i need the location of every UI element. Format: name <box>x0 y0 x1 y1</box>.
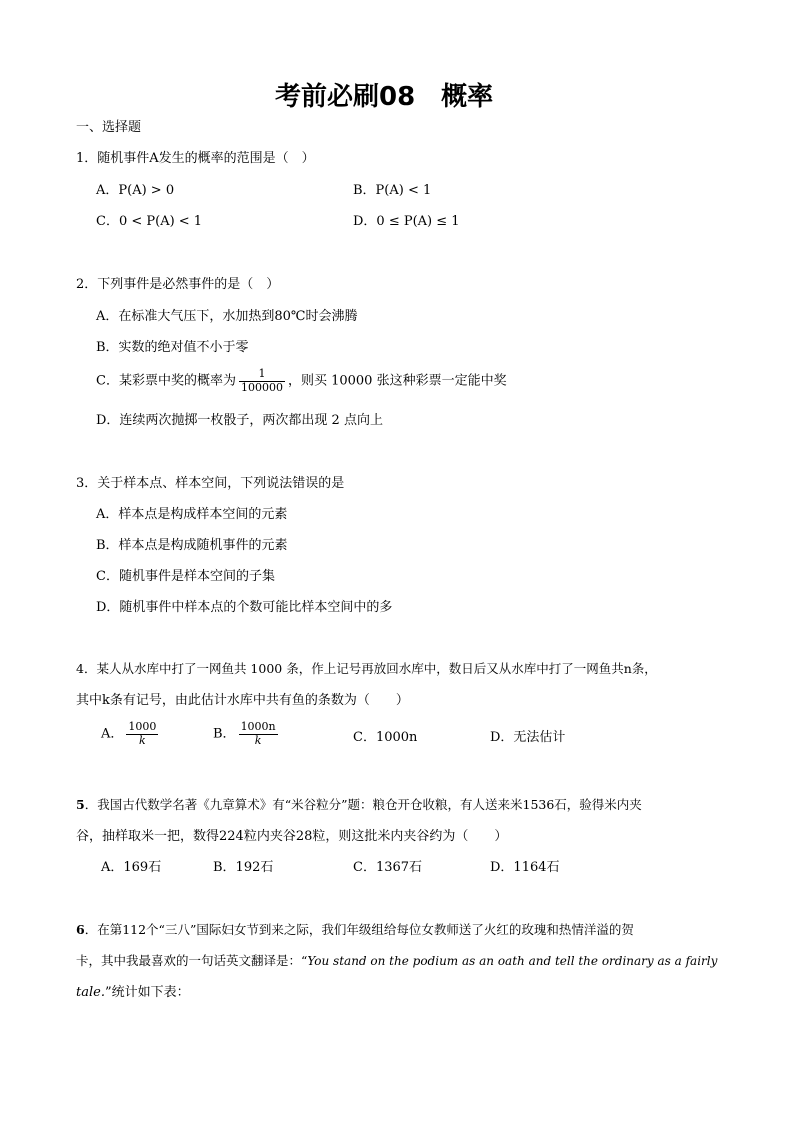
question-5-option-c: C．1367石 <box>353 860 423 875</box>
question-3-option-c: C．随机事件是样本空间的子集 <box>96 569 275 584</box>
question-5-line-1 <box>76 799 642 812</box>
question-6-line-1 <box>76 924 634 937</box>
fraction-numerator: 1000n <box>240 720 276 733</box>
fraction-numerator: 1 <box>258 367 266 380</box>
fraction-denominator: k <box>254 733 262 747</box>
question-5-text: ．我国古代数学名著《九章算术》有“米谷粒分”题：粮仓开仓收粮，有人送来米1536石，验得米内夹 <box>84 797 642 812</box>
question-2-option-b: B．实数的绝对值不小于零 <box>96 340 249 355</box>
english-quote-end: tale. <box>76 985 105 1000</box>
question-number: 5 <box>76 797 85 812</box>
question-1-option-d: D．0 ≤ P(A) ≤ 1 <box>353 214 460 229</box>
question-1-option-b: B．P(A) < 1 <box>353 183 432 198</box>
fraction <box>239 721 278 747</box>
question-5-option-b: B．192石 <box>213 860 274 875</box>
option-label: B． <box>213 726 236 742</box>
question-3-stem: 3．关于样本点、样本空间，下列说法错误的是 <box>76 476 345 491</box>
fraction <box>239 368 285 394</box>
question-2-option-c-suffix: ，则买 10000 张这种彩票一定能中奖 <box>287 373 507 389</box>
question-5-option-a: A．169石 <box>101 860 162 875</box>
question-2-option-c-prefix: C．某彩票中奖的概率为 <box>96 373 236 389</box>
question-2-option-c <box>96 368 507 394</box>
question-4-option-c: C．1000n <box>353 730 418 745</box>
question-4-option-a <box>101 721 161 747</box>
english-quote: You stand on the podium as an oath and tell the ordinary as a fairly <box>307 954 718 968</box>
fraction <box>126 721 158 747</box>
fraction-numerator: 1000 <box>128 720 157 733</box>
fraction-denominator: k <box>139 733 146 747</box>
option-label: A． <box>101 726 124 742</box>
question-4-option-d: D．无法估计 <box>490 730 566 745</box>
question-6-line-3 <box>76 986 190 999</box>
question-2-option-d: D．连续两次抛掷一枚骰子，两次都出现 2 点向上 <box>96 413 383 428</box>
question-4-line-1: 4．某人从水库中打了一网鱼共 1000 条，作上记号再放回水库中，数日后又从水库中打了一网鱼共n条， <box>76 661 657 676</box>
question-number: 6 <box>76 922 85 937</box>
question-6-line-3-suffix: ”统计如下表： <box>104 985 190 1000</box>
question-6-line-2 <box>76 955 717 968</box>
question-6-text: ．在第112个“三八”国际妇女节到来之际，我们年级组给每位女教师送了火红的玫瑰和热情洋溢的贺 <box>84 922 634 937</box>
question-5-option-d: D．1164石 <box>490 860 560 875</box>
question-4-option-b <box>213 721 281 747</box>
question-6-line-2-prefix: 卡，其中我最喜欢的一句话英文翻译是：“ <box>76 953 308 968</box>
question-4-line-2: 其中k条有记号，由此估计水库中共有鱼的条数为（ ） <box>76 693 409 708</box>
question-3-option-a: A．样本点是构成样本空间的元素 <box>96 507 288 522</box>
page-title: 考前必刷08 概率 <box>275 82 494 112</box>
question-1-stem: 1．随机事件A发生的概率的范围是（ ） <box>76 151 315 166</box>
question-5-line-2: 谷，抽样取米一把，数得224粒内夹谷28粒，则这批米内夹谷约为（ ） <box>76 829 508 844</box>
fraction-denominator: 100000 <box>240 380 283 394</box>
question-1-option-c: C．0 < P(A) < 1 <box>96 214 203 229</box>
question-3-option-b: B．样本点是构成随机事件的元素 <box>96 538 288 553</box>
section-heading: 一、选择题 <box>76 120 142 135</box>
question-1-option-a: A．P(A) > 0 <box>96 183 175 198</box>
question-2-option-a: A．在标准大气压下，水加热到80℃时会沸腾 <box>96 309 358 324</box>
question-2-stem: 2．下列事件是必然事件的是（ ） <box>76 277 280 292</box>
question-3-option-d: D．随机事件中样本点的个数可能比样本空间中的多 <box>96 600 393 615</box>
